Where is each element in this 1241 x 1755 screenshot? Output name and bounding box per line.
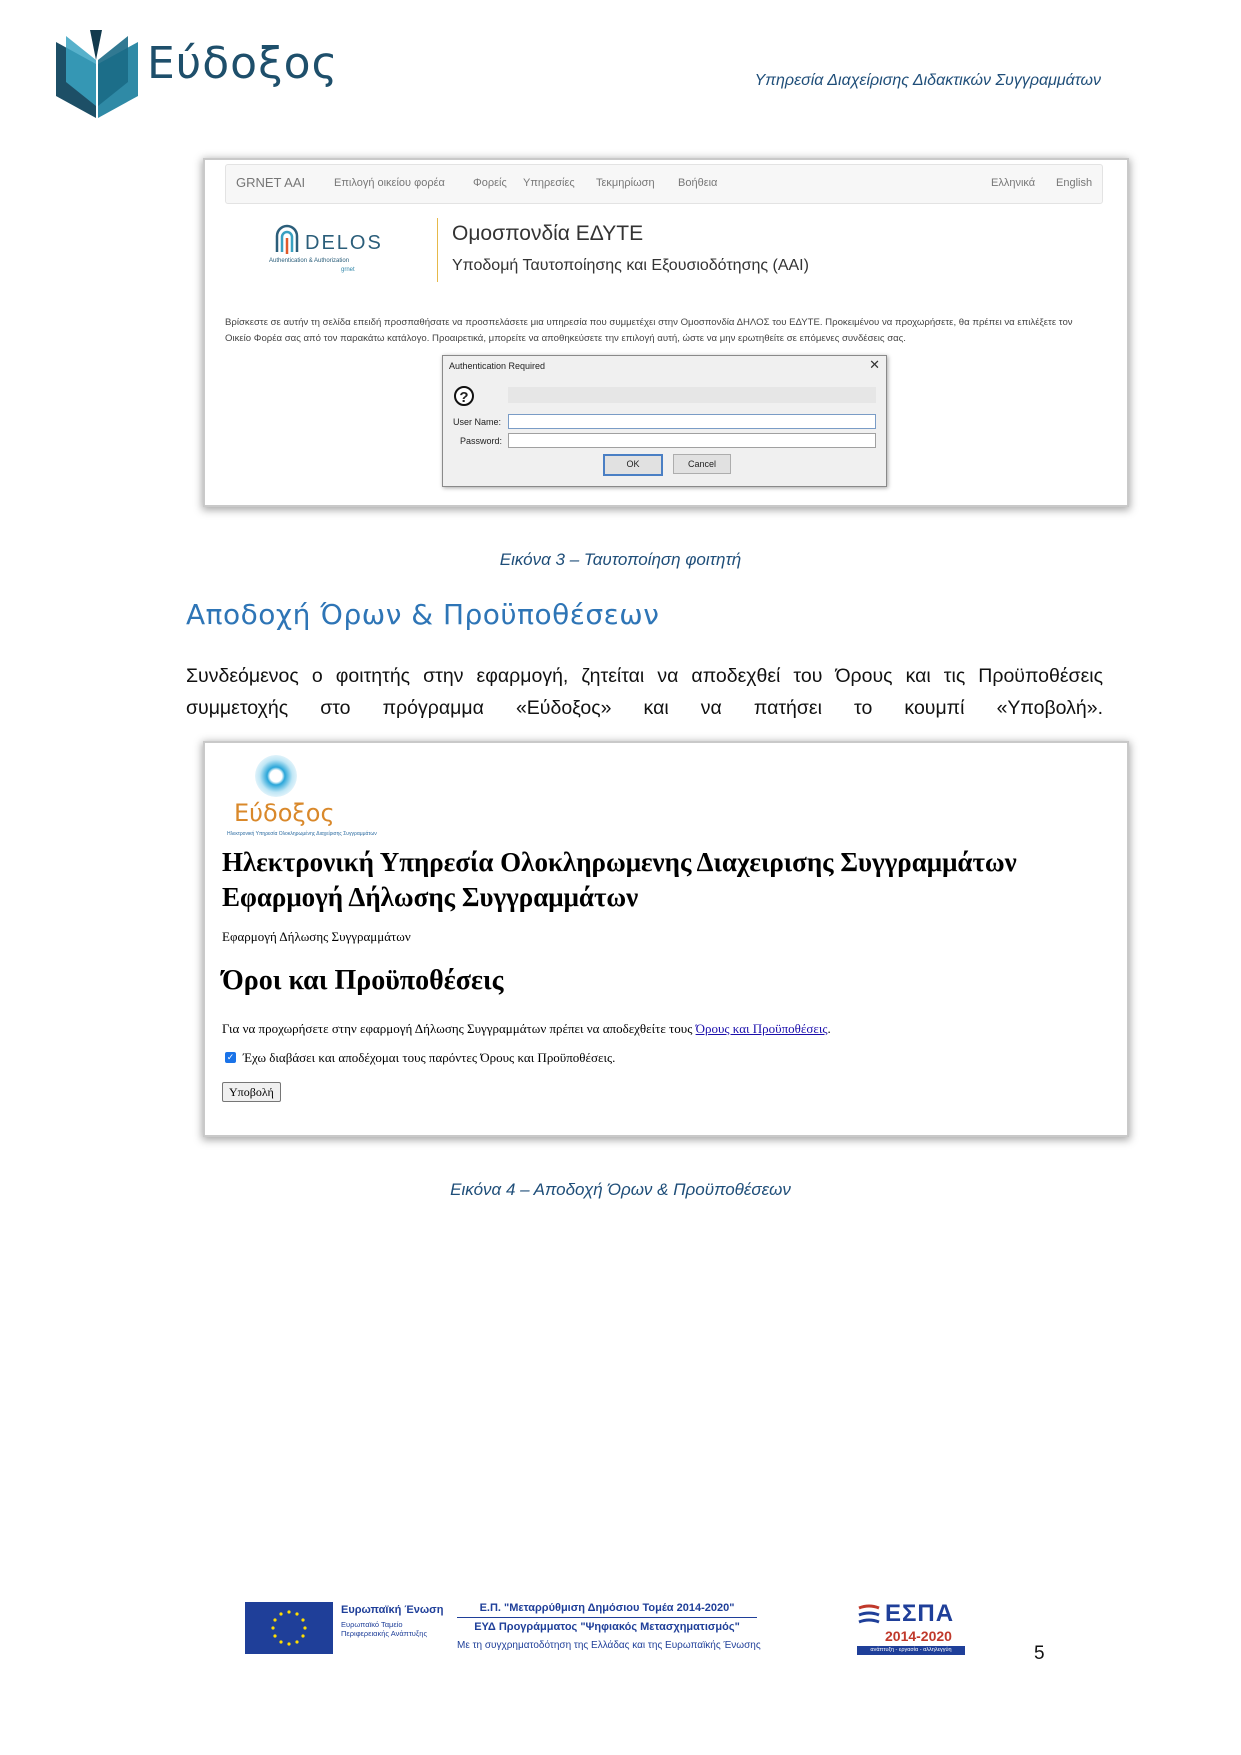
app-title	[222, 845, 1017, 915]
nav-item-help[interactable]: Βοήθεια	[678, 177, 718, 189]
auth-dialog	[442, 355, 887, 487]
eu-title: Ευρωπαϊκή Ένωση	[341, 1604, 444, 1616]
espa-motto: ανάπτυξη - εργασία - αλληλεγγύη	[857, 1646, 965, 1655]
app-title-line1: Ηλεκτρονική Υπηρεσία Ολοκληρωμενης Διαχειρισης Συγγραμμάτων	[222, 847, 1017, 877]
nav-item-choose-org[interactable]: Επιλογή οικείου φορέα	[334, 177, 445, 189]
lang-greek[interactable]: Ελληνικά	[991, 177, 1036, 189]
terms-text-body: Για να προχωρήσετε στην εφαρμογή Δήλωσης Συγγραμμάτων πρέπει να αποδεχθείτε τους	[222, 1021, 696, 1036]
ep-divider	[457, 1617, 757, 1618]
accept-terms-label: Έχω διαβάσει και αποδέχομαι τους παρόντες Όρους και Προϋποθέσεις.	[243, 1050, 616, 1065]
lang-english[interactable]: English	[1056, 177, 1093, 189]
ep-line1: Ε.Π. "Μεταρρύθμιση Δημόσιου Τομέα 2014-2020"	[479, 1602, 735, 1614]
fingerprint-icon	[271, 222, 303, 260]
question-icon: ?	[454, 386, 474, 406]
dialog-title: Authentication Required	[449, 361, 546, 371]
terms-heading: Όροι και Προϋποθέσεις	[222, 965, 504, 996]
submit-button[interactable]: Υποβολή	[222, 1082, 281, 1102]
page-number: 5	[1034, 1643, 1045, 1664]
eu-stars-icon	[245, 1602, 333, 1654]
terms-link[interactable]: Όρους και Προϋποθέσεις	[695, 1021, 828, 1036]
eudoxus-app-logo	[227, 753, 377, 843]
app-title-line2: Εφαρμογή Δήλωσης Συγγραμμάτων	[222, 882, 639, 912]
terms-text	[222, 1021, 831, 1037]
delos-logo	[269, 220, 383, 280]
breadcrumb: Εφαρμογή Δήλωσης Συγγραμμάτων	[222, 929, 411, 944]
divider	[437, 218, 438, 282]
eudoxus-logo	[52, 30, 352, 120]
org-subtitle: Υποδομή Ταυτοποίησης και Εξουσιοδότησης (AAI)	[452, 257, 809, 274]
logo-text: Εύδοξος	[147, 38, 339, 89]
logo-circle-icon	[255, 755, 297, 797]
figure4-screenshot	[205, 743, 1127, 1135]
grnet-navbar	[225, 164, 1103, 204]
ok-button[interactable]: OK	[603, 454, 663, 476]
terms-text-end: .	[827, 1021, 831, 1036]
eu-flag-icon	[245, 1602, 333, 1654]
figure4-caption: Εικόνα 4 – Αποδοχή Όρων & Προϋποθέσεων	[450, 1180, 791, 1199]
funding-footer	[245, 1600, 965, 1662]
navbar-brand[interactable]: GRNET AAI	[236, 175, 306, 190]
espa-title: ΕΣΠΑ	[885, 1600, 955, 1627]
espa-years: 2014-2020	[885, 1628, 952, 1644]
espa-stripes-icon	[857, 1604, 881, 1626]
delos-word: DELOS	[305, 232, 383, 254]
nav-item-orgs[interactable]: Φορείς	[473, 177, 507, 189]
nav-item-services[interactable]: Υπηρεσίες	[523, 177, 575, 189]
org-title: Ομοσπονδία ΕΔΥΤΕ	[452, 222, 644, 245]
service-title: Υπηρεσία Διαχείρισης Διδακτικών Συγγραμμάτων	[754, 72, 1101, 89]
espa-logo	[857, 1600, 965, 1656]
accept-terms-checkbox[interactable]: ✓	[226, 1052, 235, 1062]
nav-item-docs[interactable]: Τεκμηρίωση	[596, 177, 655, 189]
password-input[interactable]	[508, 433, 876, 448]
close-icon[interactable]: ✕	[869, 357, 880, 372]
password-label: Password:	[460, 436, 503, 446]
delos-grnet: grnet	[341, 267, 355, 273]
app-logo-word: Εύδοξος	[234, 799, 335, 827]
book-logo-icon	[52, 30, 142, 120]
cancel-button[interactable]: Cancel	[673, 454, 731, 474]
eu-subtitle: Ευρωπαϊκό Ταμείο Περιφερειακής Ανάπτυξης	[341, 1620, 428, 1638]
intro-text: Βρίσκεστε σε αυτήν τη σελίδα επειδή προσπαθήσατε να προσπελάσετε μια υπηρεσία που συμμετέχει στην Ομοσπονδία ΔΗΛΟΣ του ΕΔΥΤΕ. Προκειμένου να προχωρήσετε, θα πρέπει να επιλέξετε τον Οικείο Φορέα σας από τον παρακάτω κατάλογο. Προαιρετικά, μπορείτε να αποθηκεύσετε την επιλογή αυτή, ώστε να μην ερωτηθείτε σε επόμενες συνδέσεις σας.	[225, 317, 1073, 344]
figure3-screenshot	[205, 160, 1127, 505]
ep-line3: Με τη συγχρηματοδότηση της Ελλάδας και της Ευρωπαϊκής Ένωσης	[457, 1640, 761, 1651]
section-heading: Αποδοχή Όρων & Προϋποθέσεων	[186, 598, 660, 631]
app-logo-tagline: Ηλεκτρονική Υπηρεσία Ολοκληρωμένης Διαχείρισης Συγγραμμάτων	[227, 831, 377, 837]
username-label: User Name:	[453, 417, 502, 427]
username-input[interactable]	[508, 414, 876, 429]
section-paragraph: Συνδεόμενος ο φοιτητής στην εφαρμογή, ζητείται να αποδεχθεί του Όρους και τις Προϋποθέσεις συμμετοχής στο πρόγραμμα «Εύδοξος» και να πατήσει το κουμπί «Υποβολή».	[186, 665, 1103, 719]
delos-subtitle: Authentication & Authorization	[269, 258, 350, 264]
dialog-message-area	[508, 387, 876, 403]
figure3-caption: Εικόνα 3 – Ταυτοποίηση φοιτητή	[499, 550, 742, 569]
ep-line2: ΕΥΔ Προγράμματος "Ψηφιακός Μετασχηματισμός"	[474, 1621, 740, 1633]
